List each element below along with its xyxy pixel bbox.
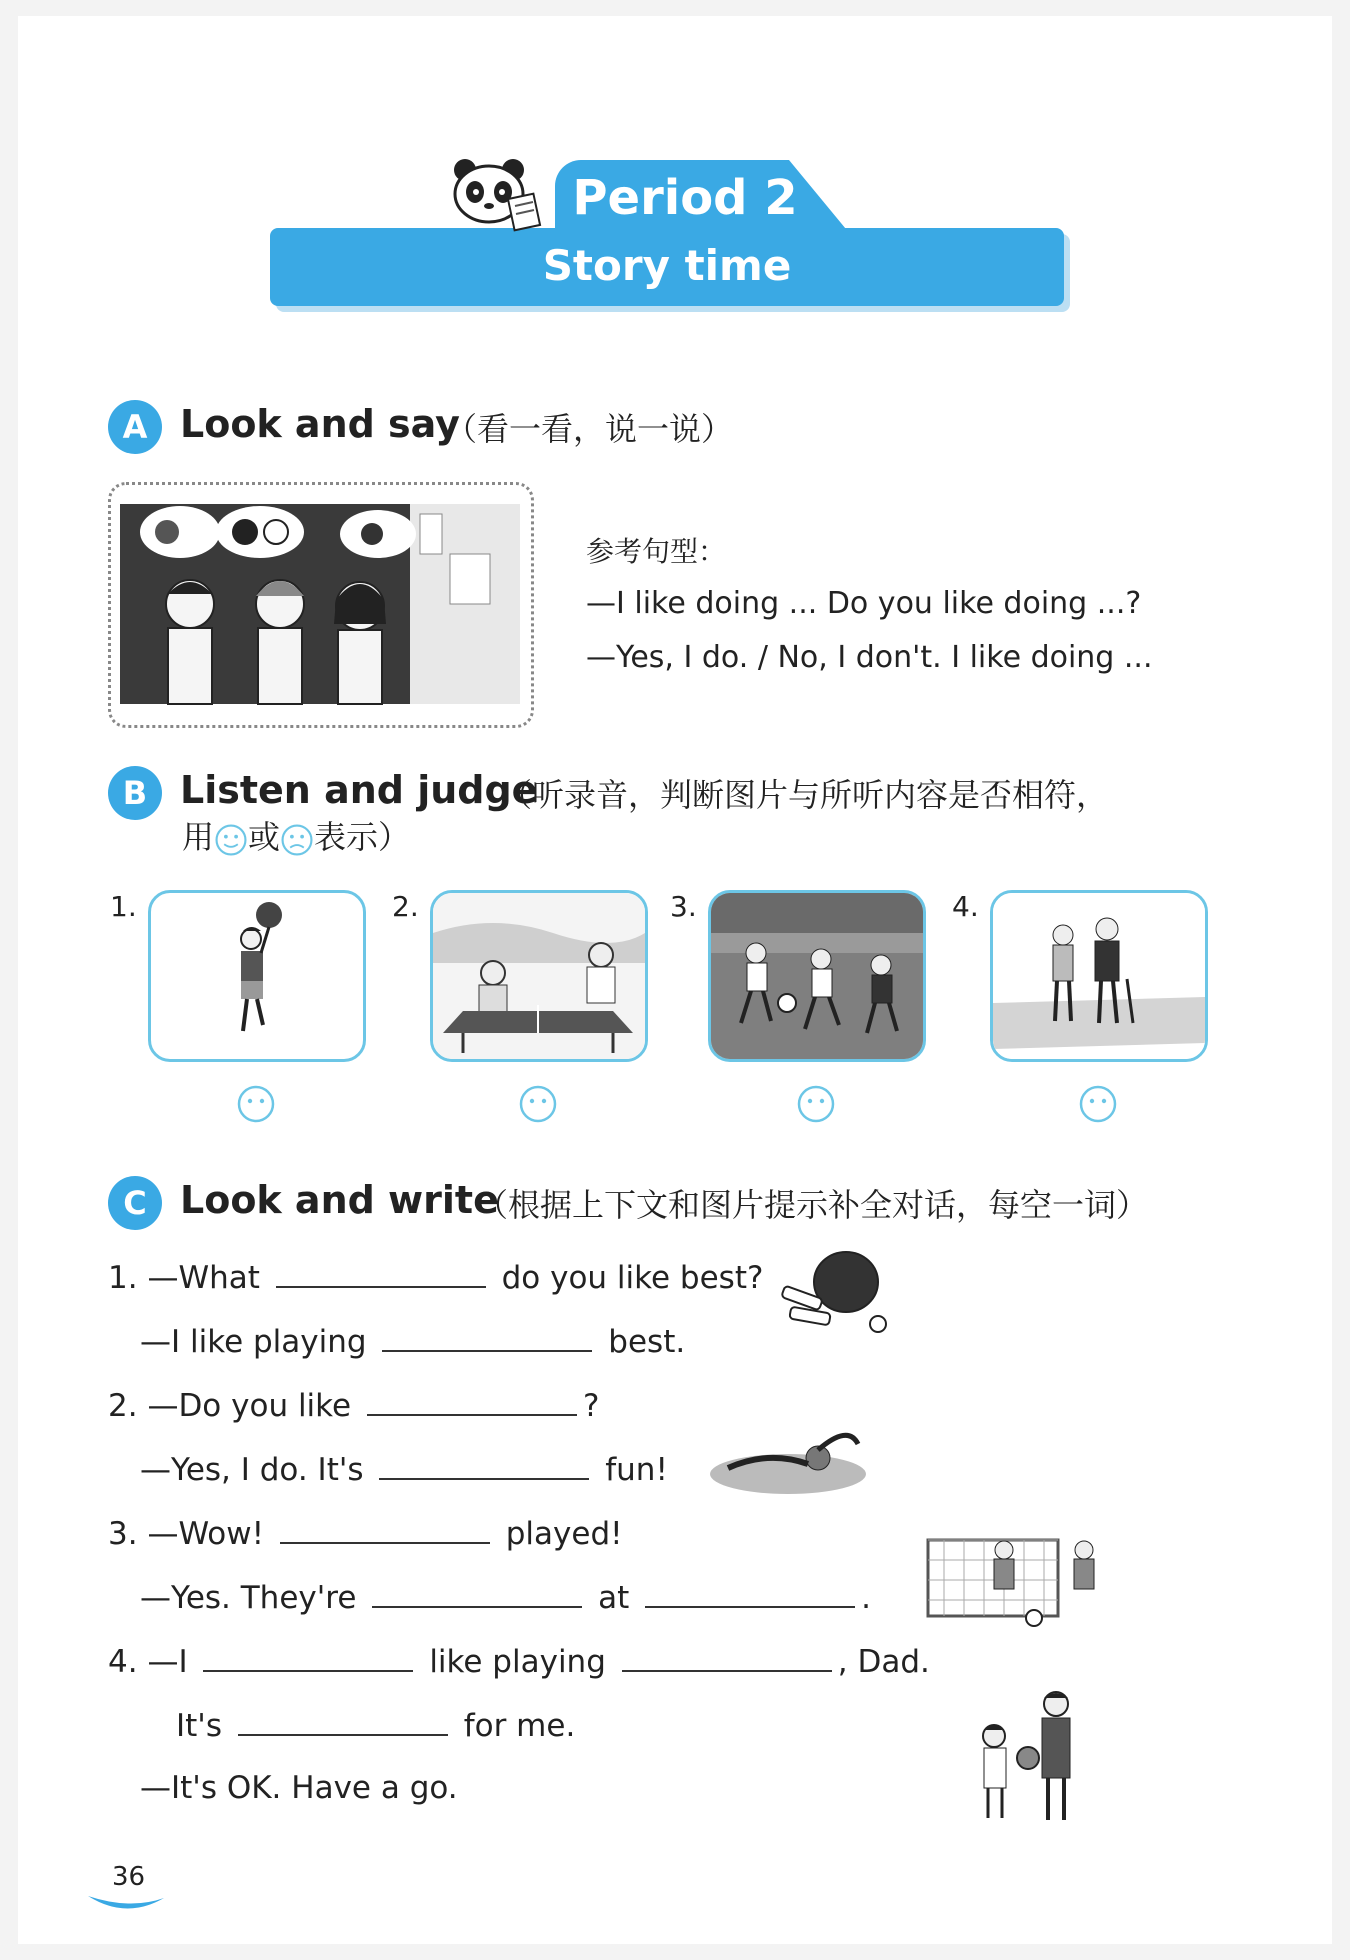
answer-blank[interactable] xyxy=(379,1450,589,1480)
question-text: —Do you like xyxy=(147,1388,352,1424)
question-text: It's xyxy=(176,1708,222,1744)
picture-football-match xyxy=(708,890,926,1062)
question-text: —Wow! xyxy=(147,1516,265,1552)
picture-number-4: 4. xyxy=(952,890,979,923)
question-text: do you like best? xyxy=(501,1260,764,1296)
question-2-line-1 xyxy=(108,1386,599,1424)
section-a-badge: A xyxy=(108,400,162,454)
picture-number-2: 2. xyxy=(392,890,419,923)
section-b-badge: B xyxy=(108,766,162,820)
ping-pong-paddles-icon xyxy=(772,1246,892,1336)
answer-text: best. xyxy=(608,1324,686,1360)
page-number: 36 xyxy=(112,1862,146,1892)
picture-basketball-player xyxy=(148,890,366,1062)
picture-number-3: 3. xyxy=(670,890,697,923)
question-text: ? xyxy=(582,1388,600,1424)
section-b-title: Listen and judge xyxy=(180,768,538,812)
classroom-children-illustration xyxy=(120,494,520,714)
subtitle-text-biaoshi: 表示） xyxy=(314,818,411,856)
question-number: 3. xyxy=(108,1516,138,1552)
question-2-line-2 xyxy=(140,1450,668,1488)
picture-table-tennis xyxy=(430,890,648,1062)
question-number: 4. xyxy=(108,1644,138,1680)
reference-sentence-2: —Yes, I do. / No, I don't. I like doing ... xyxy=(586,640,1153,675)
question-text: , Dad. xyxy=(837,1644,930,1680)
reference-sentence-1: —I like doing ... Do you like doing ...? xyxy=(586,586,1142,621)
question-number: 2. xyxy=(108,1388,138,1424)
question-3-line-2 xyxy=(140,1578,871,1616)
section-a-subtitle: （看一看，说一说） xyxy=(445,410,734,448)
smiley-face-icon xyxy=(214,823,248,857)
reference-sentences-label: 参考句型： xyxy=(586,535,727,568)
answer-smiley-icon-4[interactable] xyxy=(1078,1084,1118,1124)
answer-blank[interactable] xyxy=(367,1386,577,1416)
answer-text: —Yes, I do. It's xyxy=(140,1452,364,1488)
section-a-title: Look and say xyxy=(180,402,460,446)
answer-blank[interactable] xyxy=(372,1578,582,1608)
answer-blank[interactable] xyxy=(203,1642,413,1672)
lesson-title: Story time xyxy=(542,241,792,290)
answer-text: at xyxy=(598,1580,630,1616)
question-1-line-2 xyxy=(140,1322,685,1360)
period-title: Period 2 xyxy=(572,170,798,226)
answer-blank[interactable] xyxy=(622,1642,832,1672)
picture-number-1: 1. xyxy=(110,890,137,923)
football-goal-players-icon xyxy=(924,1530,1110,1634)
answer-smiley-icon-2[interactable] xyxy=(518,1084,558,1124)
question-number: 1. xyxy=(108,1260,138,1296)
question-4-line-3: —It's OK. Have a go. xyxy=(140,1770,458,1806)
picture-walking-couple xyxy=(990,890,1208,1062)
section-c-title: Look and write xyxy=(180,1178,499,1222)
subtitle-text-yong: 用 xyxy=(182,818,215,856)
section-b-subtitle: （听录音，判断图片与所听内容是否相符， xyxy=(500,776,1109,814)
answer-blank[interactable] xyxy=(238,1706,448,1736)
answer-smiley-icon-3[interactable] xyxy=(796,1084,836,1124)
question-1-line-1 xyxy=(108,1258,763,1296)
question-text: for me. xyxy=(463,1708,576,1744)
girl-and-dad-basketball-icon xyxy=(970,1690,1090,1824)
question-text: like playing xyxy=(429,1644,606,1680)
section-b-subtitle-line2 xyxy=(182,812,410,858)
question-3-line-1 xyxy=(108,1514,623,1552)
answer-text: —I like playing xyxy=(140,1324,367,1360)
question-4-line-2 xyxy=(176,1706,575,1744)
question-4-line-1 xyxy=(108,1642,930,1680)
question-text: —What xyxy=(147,1260,260,1296)
answer-text: —Yes. They're xyxy=(140,1580,357,1616)
swimmer-icon xyxy=(708,1420,874,1500)
section-c-subtitle: （根据上下文和图片提示补全对话，每空一词） xyxy=(476,1186,1149,1224)
question-text: played! xyxy=(505,1516,623,1552)
answer-text: . xyxy=(861,1580,872,1616)
question-text: —I xyxy=(147,1644,188,1680)
subtitle-text-huo: 或 xyxy=(248,818,281,856)
answer-text: fun! xyxy=(605,1452,668,1488)
section-c-badge: C xyxy=(108,1176,162,1230)
answer-blank[interactable] xyxy=(280,1514,490,1544)
answer-blank[interactable] xyxy=(276,1258,486,1288)
answer-blank[interactable] xyxy=(645,1578,855,1608)
sad-face-icon xyxy=(280,823,314,857)
panda-mascot-icon xyxy=(447,156,543,236)
answer-blank[interactable] xyxy=(382,1322,592,1352)
answer-smiley-icon-1[interactable] xyxy=(236,1084,276,1124)
